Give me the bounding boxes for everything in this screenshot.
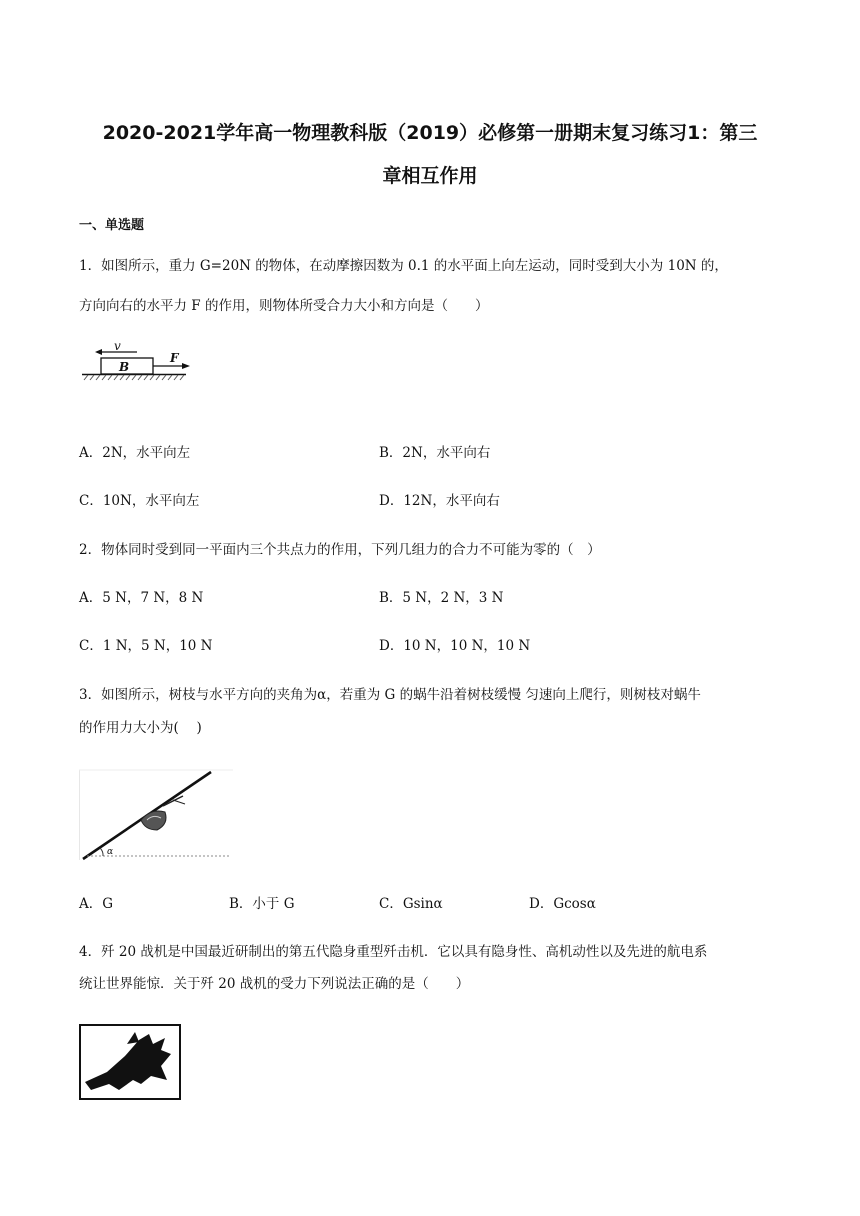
document-title-line-2: 章相互作用 [382, 165, 478, 187]
question-3-option-b: B．小于 G [229, 896, 295, 912]
j20-fighter-image [79, 1024, 181, 1100]
question-2-option-c: C．1 N，5 N，10 N [79, 638, 213, 654]
question-3-option-d: D．Gcosα [529, 896, 596, 912]
section-heading: 一、单选题 [79, 218, 145, 233]
question-3-option-c: C．Gsinα [379, 896, 443, 912]
block-label: B [119, 360, 130, 374]
question-1-option-d: D．12N，水平向右 [379, 493, 500, 509]
force-label: F [170, 351, 179, 365]
question-2-option-b: B．5 N，2 N，3 N [379, 590, 504, 606]
question-1-option-b: B．2N，水平向右 [379, 445, 491, 461]
question-1-line-2: 方向向右的水平力 F 的作用，则物体所受合力大小和方向是（ ） [79, 298, 489, 314]
question-3-line-2: 的作用力大小为( ) [79, 720, 202, 736]
question-2-line-1: 2．物体同时受到同一平面内三个共点力的作用，下列几组力的合力不可能为零的（ ） [79, 542, 601, 558]
snail-branch-diagram [79, 768, 233, 862]
question-3-line-1: 3．如图所示，树枝与水平方向的夹角为α，若重为 G 的蜗牛沿着树枝缓慢 匀速向上爬行，则树枝对蜗牛 [79, 687, 701, 703]
question-1-line-1: 1．如图所示，重力 G=20N 的物体，在动摩擦因数为 0.1 的水平面上向左运动，同时受到大小为 10N 的， [79, 258, 728, 274]
velocity-label: v [114, 340, 121, 353]
question-1-option-a: A．2N，水平向左 [79, 445, 191, 461]
document-title-line-1: 2020-2021学年高一物理教科版（2019）必修第一册期末复习练习1：第三 [102, 122, 758, 144]
question-4-line-2: 统让世界能惊．关于歼 20 战机的受力下列说法正确的是（ ） [79, 976, 470, 992]
question-1-option-c: C．10N，水平向左 [79, 493, 200, 509]
block-force-diagram [82, 340, 192, 382]
question-4-line-1: 4．歼 20 战机是中国最近研制出的第五代隐身重型歼击机．它以具有隐身性、高机动性以及先进的航电系 [79, 944, 708, 960]
question-2-option-d: D．10 N，10 N，10 N [379, 638, 531, 654]
question-2-option-a: A．5 N，7 N，8 N [79, 590, 204, 606]
question-3-option-a: A．G [79, 896, 114, 912]
angle-label: α [107, 847, 114, 857]
